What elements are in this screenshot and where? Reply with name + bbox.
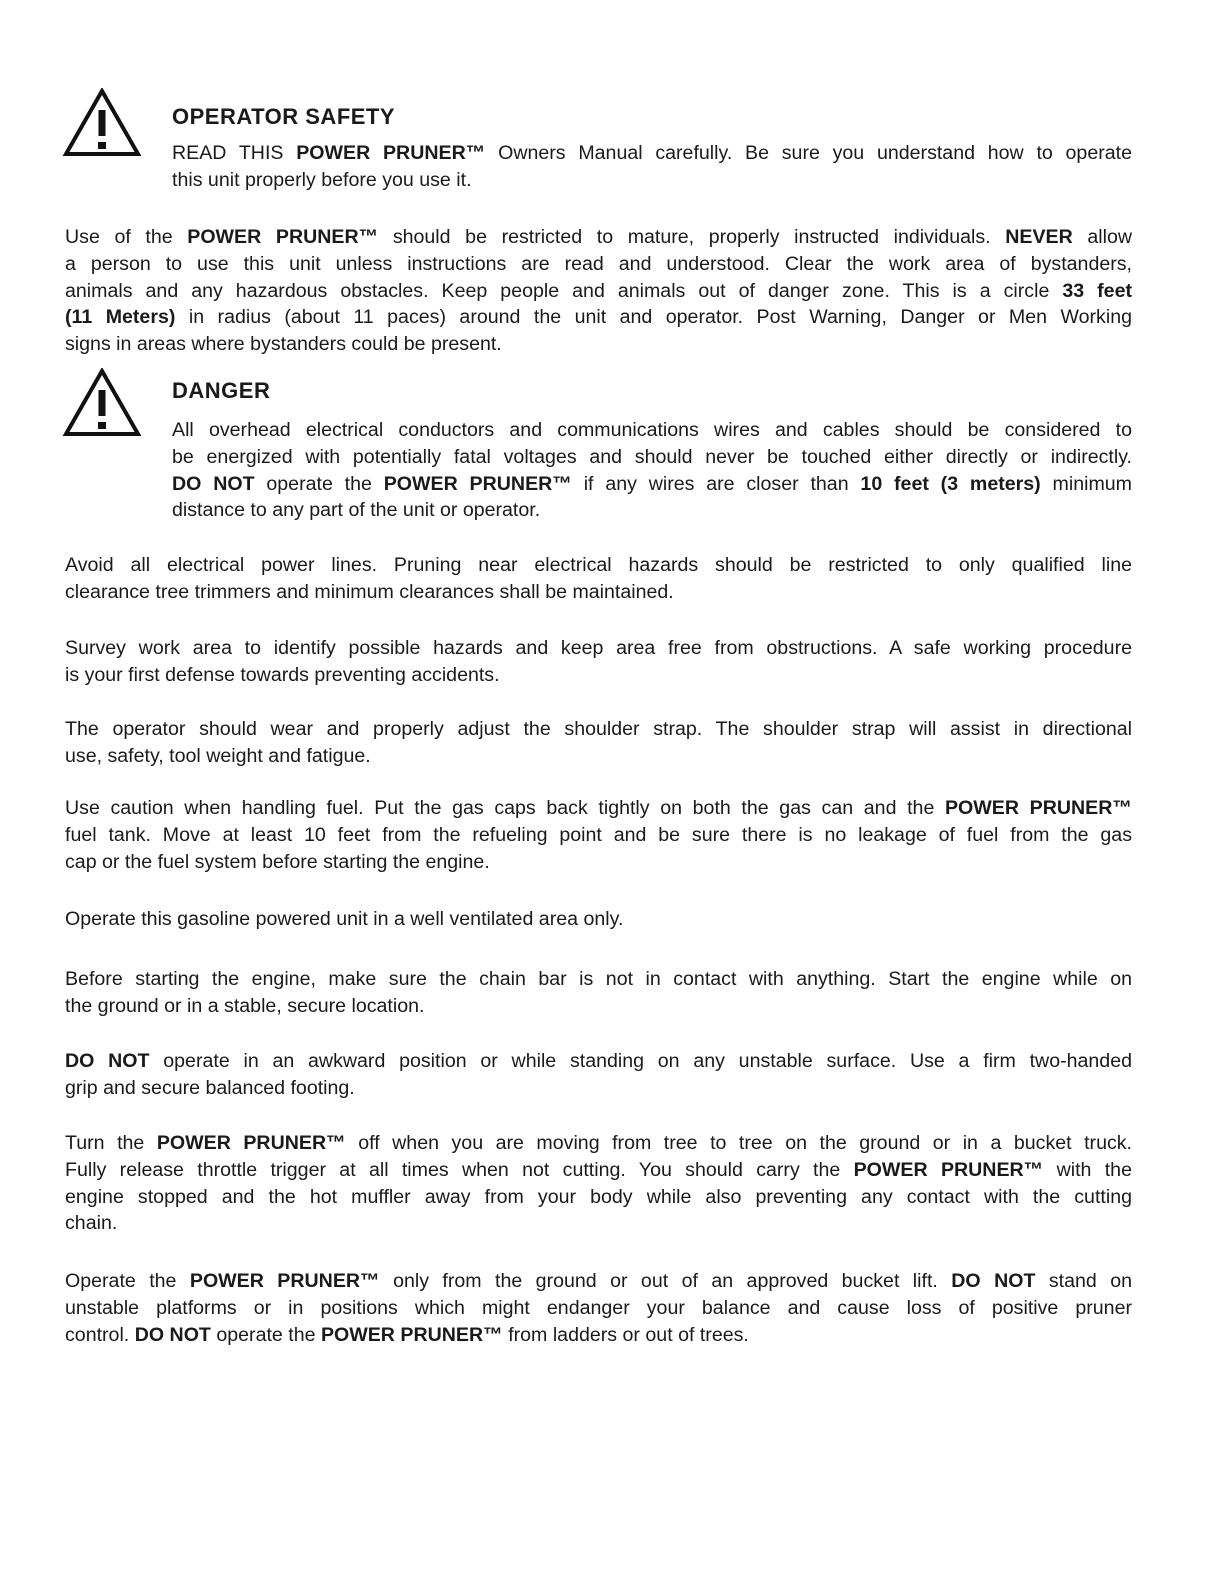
text-run: Owners Manual carefully. Be sure you understand how to operate [485, 142, 1132, 164]
text-line [172, 497, 1132, 524]
text-line [172, 444, 1132, 471]
text-run: the ground or in a stable, secure location. [65, 994, 425, 1017]
text-line [65, 331, 1132, 358]
section-heading-danger: DANGER [172, 378, 271, 403]
text-run: All overhead electrical conductors and communications wires and cables should be considered to [172, 419, 1132, 441]
danger-text [172, 417, 1132, 524]
text-line [172, 417, 1132, 444]
text-run: signs in areas where bystanders could be present. [65, 333, 502, 356]
text-line [65, 1184, 1132, 1211]
text-line [65, 1268, 1132, 1295]
bold-text-run: 10 feet (3 meters) [860, 472, 1041, 495]
text-line [65, 662, 1132, 689]
text-run: cap or the fuel system before starting the engine. [65, 850, 490, 873]
text-run: Use caution when handling fuel. Put the gas caps back tightly on both the gas can and the [65, 797, 945, 819]
text-line [65, 251, 1132, 278]
text-run: allow [1072, 226, 1132, 248]
text-line [65, 795, 1132, 822]
text-run: Before starting the engine, make sure the chain bar is not in contact with anything. Start the engine while on [65, 968, 1132, 990]
paragraph-strap [65, 716, 1132, 770]
section-heading-operator-safety: OPERATOR SAFETY [172, 104, 396, 129]
text-run: The operator should wear and properly adjust the shoulder strap. The shoulder strap will assist in directional [65, 718, 1132, 740]
text-line [65, 906, 1132, 933]
text-run: Use of the [65, 226, 188, 248]
text-line [65, 716, 1132, 743]
text-run: fuel tank. Move at least 10 feet from the refueling point and be sure there is no leakage of fuel from the gas [65, 823, 1132, 846]
text-run: operate the [210, 1323, 321, 1346]
text-line [65, 552, 1132, 579]
text-line [65, 1322, 1132, 1349]
text-line [172, 471, 1132, 498]
operator-safety-text [172, 140, 1132, 194]
bold-text-run: DO NOT [172, 472, 255, 495]
text-run: READ THIS [172, 142, 297, 164]
text-run: stand on [1035, 1270, 1132, 1292]
text-run: Turn the [65, 1132, 157, 1154]
text-run: chain. [65, 1212, 118, 1235]
text-run: animals and any hazardous obstacles. Keep people and animals out of danger zone. This is a circle [65, 279, 1063, 302]
paragraph-survey [65, 635, 1132, 689]
text-run: Survey work area to identify possible hazards and keep area free from obstructions. A safe working procedure [65, 637, 1132, 659]
text-line [65, 1295, 1132, 1322]
text-line [65, 1210, 1132, 1237]
bold-text-run: POWER PRUNER™ [853, 1158, 1044, 1181]
text-run: in radius (about 11 paces) around the unit and operator. Post Warning, Danger or Men Working [175, 306, 1132, 329]
text-run: Avoid all electrical power lines. Pruning near electrical hazards should be restricted to only qualified line [65, 554, 1132, 576]
text-line [65, 966, 1132, 993]
paragraph-use [65, 224, 1132, 358]
paragraph-bucket [65, 1268, 1132, 1348]
paragraph-avoid [65, 552, 1132, 606]
text-run: operate the [254, 472, 384, 495]
text-line [65, 1157, 1132, 1184]
text-run: Operate this gasoline powered unit in a well ventilated area only. [65, 908, 624, 930]
text-run: only from the ground or out of an approved bucket lift. [379, 1270, 952, 1292]
warning-triangle-icon [63, 368, 141, 438]
text-run: is your first defense towards preventing accidents. [65, 663, 500, 686]
paragraph-ventilated [65, 906, 1132, 933]
text-line [65, 635, 1132, 662]
text-run: control. [65, 1323, 135, 1346]
bold-text-run: DO NOT [951, 1270, 1036, 1292]
text-line [65, 822, 1132, 849]
text-run: Operate the [65, 1270, 190, 1292]
text-run: if any wires are closer than [571, 472, 861, 495]
text-run: Fully release throttle trigger at all times when not cutting. You should carry the [65, 1158, 854, 1181]
text-line [65, 1130, 1132, 1157]
text-line [65, 993, 1132, 1020]
text-run: use, safety, tool weight and fatigue. [65, 744, 371, 767]
bold-text-run: POWER PRUNER™ [944, 797, 1132, 819]
text-run: with the [1043, 1158, 1132, 1181]
paragraph-awkward [65, 1048, 1132, 1102]
text-line [65, 849, 1132, 876]
text-line [65, 278, 1132, 305]
text-line [65, 1075, 1132, 1102]
text-run: operate in an awkward position or while standing on any unstable surface. Use a firm two-handed [149, 1050, 1133, 1072]
text-run: from ladders or out of trees. [502, 1323, 749, 1346]
text-line [65, 224, 1132, 251]
text-run: distance to any part of the unit or operator. [172, 499, 541, 522]
text-line [65, 579, 1132, 606]
bold-text-run: POWER PRUNER™ [320, 1323, 503, 1346]
text-run: should be restricted to mature, properly instructed individuals. [378, 226, 1006, 248]
text-run: unstable platforms or in positions which might endanger your balance and cause loss of positive pruner [65, 1296, 1132, 1319]
paragraph-before [65, 966, 1132, 1020]
paragraph-turn [65, 1130, 1132, 1237]
text-run: grip and secure balanced footing. [65, 1076, 355, 1099]
text-line [65, 743, 1132, 770]
text-run: this unit properly before you use it. [172, 168, 472, 191]
text-line [172, 140, 1132, 167]
paragraph-fuel [65, 795, 1132, 875]
bold-text-run: 33 feet [1062, 279, 1132, 302]
text-line [65, 304, 1132, 331]
bold-text-run: POWER PRUNER™ [187, 226, 379, 248]
bold-text-run: DO NOT [65, 1050, 150, 1072]
bold-text-run: POWER PRUNER™ [156, 1132, 346, 1154]
text-line [65, 1048, 1132, 1075]
warning-triangle-icon [63, 88, 141, 158]
text-run: minimum [1040, 472, 1132, 495]
bold-text-run: POWER PRUNER™ [296, 142, 486, 164]
bold-text-run: DO NOT [134, 1323, 211, 1346]
text-run: clearance tree trimmers and minimum clearances shall be maintained. [65, 580, 674, 603]
text-line [172, 167, 1132, 194]
bold-text-run: NEVER [1005, 226, 1073, 248]
text-run: a person to use this unit unless instructions are read and understood. Clear the work area of bystanders, [65, 252, 1132, 275]
bold-text-run: (11 Meters) [65, 306, 176, 329]
bold-text-run: POWER PRUNER™ [383, 472, 572, 495]
text-run: off when you are moving from tree to tree on the ground or in a bucket truck. [345, 1132, 1133, 1154]
bold-text-run: POWER PRUNER™ [189, 1270, 380, 1292]
text-run: engine stopped and the hot muffler away from your body while also preventing any contact with the cutting [65, 1185, 1132, 1208]
text-run: be energized with potentially fatal voltages and should never be touched either directly or indirectly. [172, 445, 1132, 468]
